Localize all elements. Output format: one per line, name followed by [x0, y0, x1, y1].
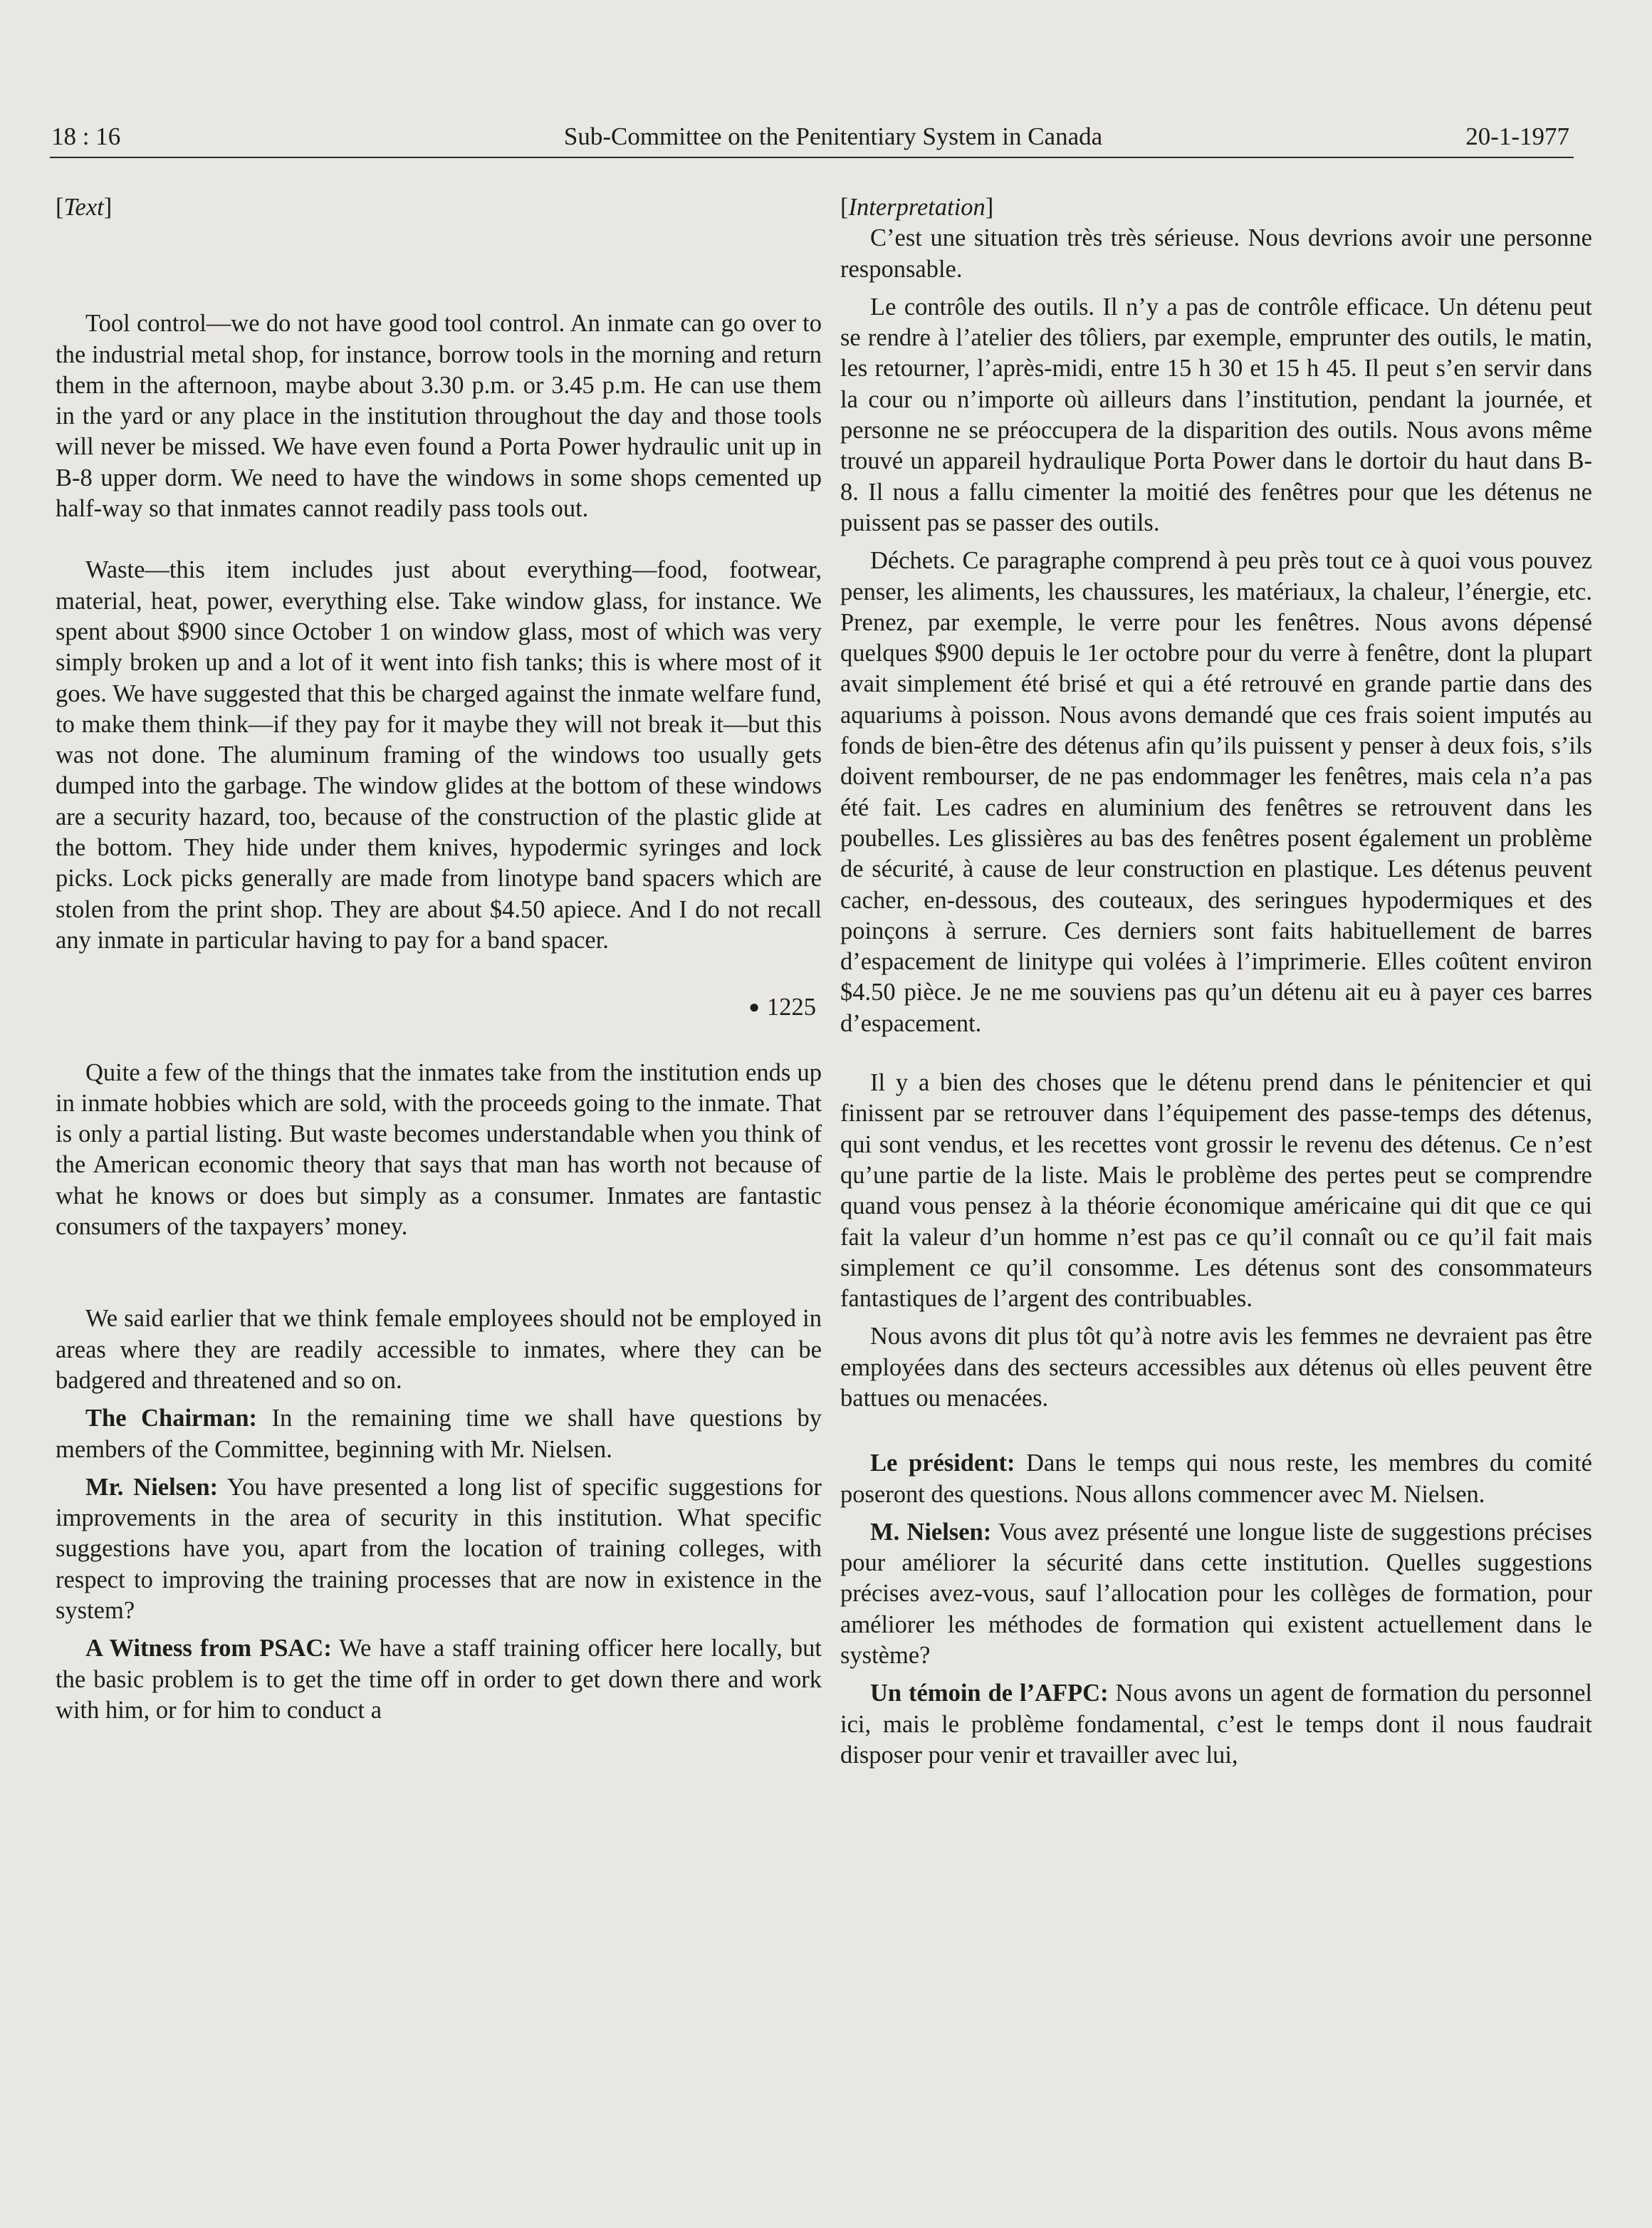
speaker-name: The Chairman:: [85, 1405, 258, 1432]
paragraph-waste: Waste—this item includes just about everything—food, footwear, material, heat, power, everything else. Take window glass, for instance. We spent about $900 since October 1 on window glass, most of which was very simply broken up and a lot of it went into fish tanks; this is where most of it goes. We have suggested that this be charged against the inmate welfare fund, to make them think—if they pay for it maybe they will not break it—but this was not done. The aluminum framing of the windows too usually gets dumped into the garbage. The window glides at the bottom of these windows are a security hazard, too, because of the construction of the plastic glide at the bottom. They hide under them knives, hypodermic syringes and lock picks. Lock picks generally are made from linotype band spacers which are stolen from the print shop. They are about $4.50 apiece. And I do not recall any inmate in particular having to pay for a band spacer.: [56, 556, 822, 954]
paragraph-serious-situation: C’est une situation très très sérieuse. Nous devrions avoir une personne responsable.: [840, 224, 1592, 283]
paragraph-passe-temps: Il y a bien des choses que le détenu prend dans le pénitencier et qui finissent par se retrouver dans l’équipement des passe-temps des détenus, qui sont vendus, et les recettes vont grossir le revenu des détenus. Ce n’est qu’une partie de la liste. Mais le problème des pertes peut se comprendre quand vous pensez à la théorie économique américaine qui dit que ce qui fait la valeur d’un homme n’est pas ce qu’il connaît ou ce qu’il fait mais simplement ce qu’il consomme. Les détenus sont des consommateurs fantastiques de l’argent des contribuables.: [840, 1069, 1592, 1313]
bullet-icon: ●: [748, 996, 760, 1018]
chairman-statement: The Chairman: In the remaining time we shall have questions by members of the Committee, beginning with Mr. Nielsen.: [56, 1405, 822, 1463]
french-column: [840, 192, 1592, 1771]
issue-date: 20-1-1977: [1465, 123, 1569, 150]
paragraph-female-employees: We said earlier that we think female employees should not be employed in areas where they are readily accessible to inmates, where they can be badgered and threatened and so on.: [56, 1305, 822, 1394]
speaker-name: Un témoin de l’AFPC:: [870, 1680, 1109, 1707]
section-tag-text: [Text]: [56, 194, 113, 221]
speaker-name: Le président:: [870, 1449, 1015, 1477]
english-column: [56, 192, 822, 1726]
president-statement: Le président: Dans le temps qui nous reste, les membres du comité poseront des questions. Nous allons commencer avec M. Nielsen.: [840, 1449, 1592, 1508]
section-tag-interpretation: [Interpretation]: [840, 194, 994, 221]
nielsen-question: Mr. Nielsen: You have presented a long list of specific suggestions for improvements in the area of security in this institution. What specific suggestions have you, apart from the location of training colleges, with respect to improving the training processes that are now in existence in the system?: [56, 1473, 822, 1624]
paragraph-femmes-employees: Nous avons dit plus tôt qu’à notre avis les femmes ne devraient pas être employées dans des secteurs accessibles aux détenus où elles peuvent être battues ou menacées.: [840, 1323, 1592, 1412]
speaker-name: Mr. Nielsen:: [85, 1473, 219, 1501]
witness-answer-fr: Un témoin de l’AFPC: Nous avons un agent de formation du personnel ici, mais le problème fondamental, c’est le temps dont il nous faudrait disposer pour venir et travailler avec lui,: [840, 1680, 1593, 1769]
paragraph-inmate-hobbies: Quite a few of the things that the inmates take from the institution ends up in inmate hobbies which are sold, with the proceeds going to the inmate. That is only a partial listing. But waste becomes understandable when you think of the American economic theory that says that man has worth not because of what he knows or does but simply as a consumer. Inmates are fantastic consumers of the taxpayers’ money.: [56, 1058, 822, 1241]
time-marker: ● 1225: [748, 994, 816, 1021]
paragraph-controle-outils: Le contrôle des outils. Il n’y a pas de contrôle efficace. Un détenu peut se rendre à l’atelier des tôliers, par exemple, emprunter des outils, le matin, les retourner, l’après-midi, entre 15 h 30 et 15 h 45. Il peut s’en servir dans la cour ou n’importe où ailleurs dans l’institution, pendant la journée, et personne ne se préoccupera de la disparition des outils. Nous avons même trouvé un appareil hydraulique Porta Power dans le dortoir du haut dans B-8. Il nous a fallu cimenter la moitié des fenêtres pour que les détenus ne puissent pas se passer des outils.: [840, 293, 1592, 536]
paragraph-dechets: Déchets. Ce paragraphe comprend à peu près tout ce à quoi vous pouvez penser, les aliments, les chaussures, les matériaux, la chaleur, l’énergie, etc. Prenez, par exemple, le verre pour les fenêtres. Nous avons dépensé quelques $900 depuis le 1er octobre pour du verre à fenêtre, dont la plupart avait simplement été brisé et qui a été retrouvé en grande partie dans des aquariums à poisson. Nous avons demandé que ces frais soient imputés au fonds de bien-être des détenus afin qu’ils puissent y penser à deux fois, s’ils doivent rembourser, de ne pas endommager les fenêtres, mais cela n’a pas été fait. Les cadres en aluminium des fenêtres se retrouvent dans les poubelles. Les glissières au bas des fenêtres posent également un problème de sécurité, à cause de leur construction en plastique. Les détenus peuvent cacher, en-dessous, des couteaux, des seringues hypodermiques et des poinçons à serrure. Ces derniers sont faits habituellement de barres d’espacement de linitype qui volées à l’imprimerie. Elles coûtent environ $4.50 pièce. Je ne me souviens pas qu’un détenu ait eu à payer ces barres d’espacement.: [840, 547, 1592, 1037]
witness-answer: A Witness from PSAC: We have a staff training officer here locally, but the basic problem is to get the time off in order to get down there and work with him, or for him to conduct a: [56, 1635, 822, 1724]
speaker-name: A Witness from PSAC:: [85, 1635, 332, 1662]
paragraph-tool-control: Tool control—we do not have good tool control. An inmate can go over to the industrial metal shop, for instance, borrow tools in the morning and return them in the afternoon, maybe about 3.30 p.m. or 3.45 p.m. He can use them in the yard or any place in the institution throughout the day and those tools will never be missed. We have even found a Porta Power hydraulic unit up in B-8 upper dorm. We need to have the windows in some shops cemented up half-way so that inmates cannot readily pass tools out.: [56, 310, 822, 523]
nielsen-question-fr: M. Nielsen: Vous avez présenté une longue liste de suggestions précises pour améliorer la sécurité dans cette institution. Quelles suggestions précises avez-vous, sauf l’allocation pour les collèges de formation, pour améliorer les méthodes de formation qui existent actuellement dans le système?: [840, 1518, 1592, 1670]
speaker-name: M. Nielsen:: [870, 1518, 992, 1546]
page-number: 18 : 16: [51, 123, 121, 150]
running-header: [50, 107, 1574, 158]
publication-title: Sub-Committee on the Penitentiary System in Canada: [563, 123, 1103, 150]
